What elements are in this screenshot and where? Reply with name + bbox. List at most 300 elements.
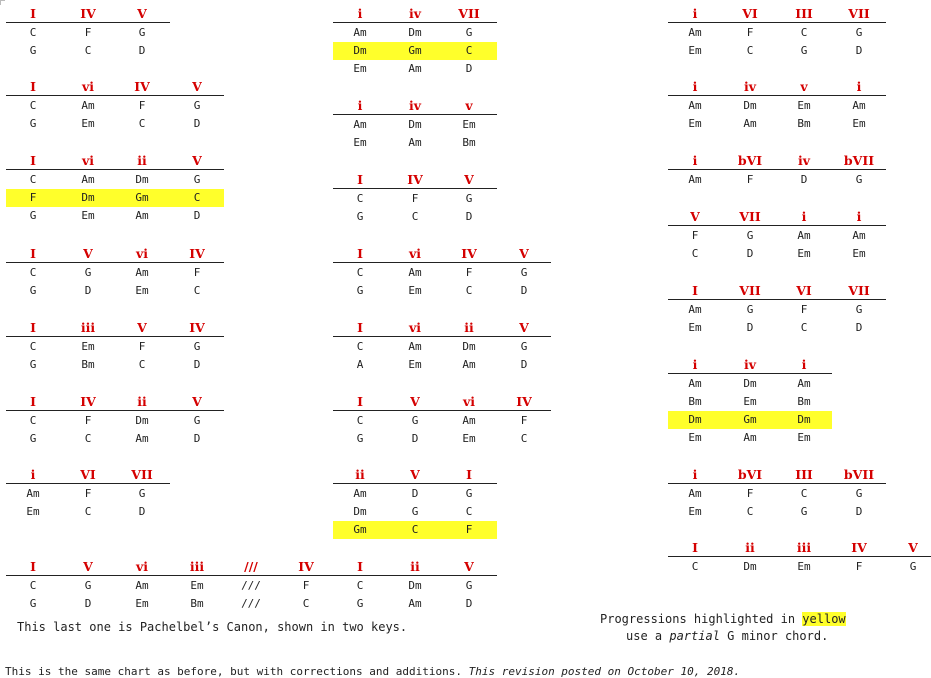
roman-numeral-header: I: [466, 467, 472, 482]
roman-numeral-header: VII: [131, 467, 153, 482]
chord-cell: Bm: [797, 395, 811, 408]
roman-numeral-header: bVI: [737, 467, 763, 482]
chord-cell: F: [302, 579, 310, 592]
roman-numeral-header: V: [137, 320, 147, 335]
header-underline: [6, 262, 224, 263]
chord-cell: D: [84, 597, 92, 610]
chord-cell: F: [411, 192, 419, 205]
roman-numeral-header: I: [692, 540, 698, 555]
header-underline: [333, 188, 497, 189]
roman-numeral-header: iv: [408, 6, 421, 21]
chord-cell: D: [855, 505, 863, 518]
header-underline: [668, 299, 886, 300]
roman-numeral-header: bVII: [843, 153, 875, 168]
chord-cell: C: [746, 505, 754, 518]
chord-cell: G: [29, 117, 37, 130]
roman-numeral-header: IV: [80, 6, 96, 21]
roman-numeral-header: V: [83, 246, 93, 261]
roman-numeral-header: i: [692, 79, 698, 94]
roman-numeral-header: VI: [796, 283, 812, 298]
chord-cell: Dm: [743, 377, 757, 390]
roman-numeral-header: v: [800, 79, 808, 94]
chord-cell: Em: [81, 209, 95, 222]
chord-cell: F: [691, 229, 699, 242]
footer-revision-date: This revision posted on October 10, 2018.: [468, 665, 741, 678]
chord-cell: Am: [408, 340, 422, 353]
chord-cell: G: [356, 597, 364, 610]
roman-numeral-header: VII: [848, 6, 870, 21]
chord-cell: G: [138, 26, 146, 39]
roman-numeral-header: V: [410, 394, 420, 409]
highlight-note-text-b: use a: [626, 629, 670, 643]
roman-numeral-header: i: [692, 6, 698, 21]
chord-cell: C: [691, 247, 699, 260]
roman-numeral-header: I: [357, 559, 363, 574]
chord-cell: Am: [408, 136, 422, 149]
header-underline: [333, 336, 551, 337]
roman-numeral-header: i: [692, 153, 698, 168]
chord-cell: Gm: [408, 44, 422, 57]
roman-numeral-header: VII: [458, 6, 480, 21]
chord-cell: G: [520, 340, 528, 353]
roman-numeral-header: vi: [81, 153, 94, 168]
chord-cell: F: [465, 266, 473, 279]
roman-numeral-header: I: [30, 79, 36, 94]
roman-numeral-header: I: [30, 6, 36, 21]
chord-cell: Bm: [797, 117, 811, 130]
chord-cell: D: [746, 321, 754, 334]
chord-cell: Em: [408, 358, 422, 371]
header-underline: [668, 169, 886, 170]
chord-cell: F: [746, 173, 754, 186]
chord-cell: D: [193, 117, 201, 130]
pachelbel-note-text: This last one is Pachelbel’s Canon, shown in two keys.: [17, 620, 408, 634]
roman-numeral-header: bVII: [843, 467, 875, 482]
pachelbel-note: [17, 620, 407, 634]
header-underline: [333, 262, 551, 263]
chord-cell: Gm: [743, 413, 757, 426]
roman-numeral-header: iii: [80, 320, 96, 335]
chord-cell: Am: [688, 99, 702, 112]
chord-cell: Am: [688, 173, 702, 186]
chord-cell: C: [84, 505, 92, 518]
chord-cell: G: [29, 209, 37, 222]
roman-numeral-header: I: [357, 320, 363, 335]
roman-numeral-header: IV: [407, 172, 423, 187]
roman-numeral-header: V: [192, 153, 202, 168]
roman-numeral-header: VII: [848, 283, 870, 298]
chord-cell: Dm: [408, 118, 422, 131]
chord-cell: Em: [81, 340, 95, 353]
chord-cell: Em: [688, 117, 702, 130]
chord-cell: F: [138, 340, 146, 353]
roman-numeral-header: i: [856, 209, 862, 224]
header-underline: [6, 169, 224, 170]
chord-cell: G: [465, 192, 473, 205]
chord-cell: Em: [743, 395, 757, 408]
chord-cell: G: [356, 284, 364, 297]
highlight-note-yellow-word: yellow: [802, 612, 846, 626]
chord-cell: C: [193, 191, 201, 204]
chord-cell: Dm: [408, 26, 422, 39]
chord-cell: D: [800, 173, 808, 186]
roman-numeral-header: i: [801, 209, 807, 224]
chord-cell: Am: [688, 487, 702, 500]
chord-cell: Am: [852, 229, 866, 242]
roman-numeral-header: v: [465, 98, 473, 113]
chord-cell: Dm: [462, 340, 476, 353]
chord-cell: Em: [688, 321, 702, 334]
roman-numeral-header: iv: [743, 357, 756, 372]
chord-cell: F: [84, 414, 92, 427]
window-corner-mark: [0, 0, 5, 5]
header-underline: [668, 556, 931, 557]
header-underline: [668, 483, 886, 484]
roman-numeral-header: i: [357, 98, 363, 113]
chord-cell: G: [193, 414, 201, 427]
chord-cell: G: [84, 579, 92, 592]
chord-cell: C: [193, 284, 201, 297]
chord-cell: C: [138, 117, 146, 130]
roman-numeral-header: vi: [81, 79, 94, 94]
chord-cell: G: [520, 266, 528, 279]
roman-numeral-header: ii: [745, 540, 755, 555]
chord-cell: Em: [190, 579, 204, 592]
chord-cell: D: [411, 487, 419, 500]
roman-numeral-header: i: [692, 357, 698, 372]
chord-cell: C: [29, 99, 37, 112]
chord-cell: Em: [408, 284, 422, 297]
chord-cell: G: [800, 44, 808, 57]
roman-numeral-header: III: [795, 6, 813, 21]
roman-numeral-header: ii: [137, 153, 147, 168]
chord-cell: Am: [743, 117, 757, 130]
chord-cell: G: [746, 229, 754, 242]
chord-cell: Bm: [190, 597, 204, 610]
highlight-note-text-a: Progressions highlighted in: [600, 612, 803, 626]
chord-cell: Em: [797, 431, 811, 444]
roman-numeral-header: V: [519, 320, 529, 335]
header-underline: [668, 22, 886, 23]
chord-cell: Am: [797, 229, 811, 242]
chord-cell: D: [520, 358, 528, 371]
chord-cell: Am: [462, 414, 476, 427]
chord-cell: Dm: [797, 413, 811, 426]
chord-cell: C: [29, 266, 37, 279]
roman-numeral-header: I: [357, 172, 363, 187]
chord-cell: G: [29, 44, 37, 57]
chord-cell: Dm: [81, 191, 95, 204]
roman-numeral-header: VI: [742, 6, 758, 21]
chord-cell: F: [465, 523, 473, 536]
chord-cell: G: [855, 303, 863, 316]
roman-numeral-header: IV: [516, 394, 532, 409]
chord-cell: Dm: [743, 99, 757, 112]
chord-cell: G: [29, 358, 37, 371]
roman-numeral-header: ii: [137, 394, 147, 409]
chord-cell: C: [356, 266, 364, 279]
roman-numeral-header: vi: [408, 320, 421, 335]
roman-numeral-header: I: [30, 320, 36, 335]
roman-numeral-header: i: [30, 467, 36, 482]
chord-cell: Am: [408, 266, 422, 279]
chord-cell: C: [84, 44, 92, 57]
roman-numeral-header: V: [192, 79, 202, 94]
chord-cell: Am: [408, 597, 422, 610]
chord-cell: C: [691, 560, 699, 573]
chord-cell: Dm: [408, 579, 422, 592]
chord-cell: Am: [81, 99, 95, 112]
highlight-note-line1: [600, 612, 846, 626]
chord-cell: D: [520, 284, 528, 297]
chord-cell: D: [138, 505, 146, 518]
roman-numeral-header: IV: [134, 79, 150, 94]
roman-numeral-header: IV: [461, 246, 477, 261]
roman-numeral-header: I: [357, 394, 363, 409]
chord-cell: C: [800, 321, 808, 334]
chord-cell: Dm: [135, 173, 149, 186]
header-underline: [668, 373, 832, 374]
chord-cell: G: [855, 173, 863, 186]
chord-cell: Am: [353, 118, 367, 131]
footer-note-text: This is the same chart as before, but with corrections and additions.: [5, 665, 469, 678]
chord-cell: Em: [462, 432, 476, 445]
chord-cell: Gm: [353, 523, 367, 536]
chord-cell: Am: [135, 579, 149, 592]
chord-cell: Dm: [353, 505, 367, 518]
roman-numeral-header: iv: [743, 79, 756, 94]
roman-numeral-header: V: [137, 6, 147, 21]
highlight-note-line2: [626, 629, 828, 643]
chord-cell: A: [356, 358, 364, 371]
roman-numeral-header: V: [83, 559, 93, 574]
chord-cell: G: [356, 210, 364, 223]
chord-cell: G: [29, 284, 37, 297]
chord-cell: Em: [81, 117, 95, 130]
chord-cell: Em: [688, 505, 702, 518]
chord-cell: F: [800, 303, 808, 316]
chord-cell: D: [855, 44, 863, 57]
roman-numeral-header: iii: [796, 540, 812, 555]
chord-cell: D: [193, 432, 201, 445]
chord-cell: Em: [26, 505, 40, 518]
chord-cell: F: [746, 26, 754, 39]
roman-numeral-header: V: [690, 209, 700, 224]
chord-cell: C: [29, 173, 37, 186]
chord-cell: C: [356, 340, 364, 353]
chord-cell: D: [465, 597, 473, 610]
header-underline: [6, 22, 170, 23]
roman-numeral-header: IV: [298, 559, 314, 574]
roman-numeral-header: I: [30, 559, 36, 574]
chord-cell: Em: [353, 62, 367, 75]
chord-cell: D: [746, 247, 754, 260]
chord-cell: G: [193, 340, 201, 353]
chord-cell: D: [411, 432, 419, 445]
roman-numeral-header: VI: [80, 467, 96, 482]
roman-numeral-header: vi: [135, 559, 148, 574]
roman-numeral-header: iii: [189, 559, 205, 574]
chord-cell: Am: [135, 432, 149, 445]
chord-cell: Am: [743, 431, 757, 444]
chord-cell: C: [302, 597, 310, 610]
roman-numeral-header: V: [464, 172, 474, 187]
roman-numeral-header: vi: [408, 246, 421, 261]
roman-numeral-header: V: [519, 246, 529, 261]
chord-cell: Em: [797, 99, 811, 112]
chord-cell: Am: [353, 487, 367, 500]
chord-cell: C: [29, 340, 37, 353]
chord-cell: Em: [462, 118, 476, 131]
chord-cell: G: [909, 560, 917, 573]
chord-cell: F: [84, 487, 92, 500]
chord-cell: Am: [81, 173, 95, 186]
chord-cell: Em: [852, 247, 866, 260]
roman-numeral-header: IV: [80, 394, 96, 409]
chord-cell: F: [520, 414, 528, 427]
chord-cell: Am: [26, 487, 40, 500]
roman-numeral-header: V: [908, 540, 918, 555]
roman-numeral-header: ///: [244, 559, 258, 574]
chord-cell: F: [746, 487, 754, 500]
chord-cell: C: [465, 44, 473, 57]
chord-cell: Em: [797, 560, 811, 573]
chord-cell: C: [465, 505, 473, 518]
chord-cell: C: [84, 432, 92, 445]
chord-cell: D: [193, 209, 201, 222]
chord-cell: D: [84, 284, 92, 297]
chord-cell: ///: [241, 579, 261, 592]
chord-cell: G: [746, 303, 754, 316]
chord-cell: G: [855, 487, 863, 500]
chord-cell: Am: [462, 358, 476, 371]
chord-cell: Bm: [81, 358, 95, 371]
chord-cell: Em: [688, 431, 702, 444]
chord-cell: G: [855, 26, 863, 39]
chord-cell: G: [193, 99, 201, 112]
chord-cell: G: [465, 26, 473, 39]
header-underline: [333, 22, 497, 23]
chord-cell: C: [411, 210, 419, 223]
roman-numeral-header: bVI: [737, 153, 763, 168]
roman-numeral-header: i: [801, 357, 807, 372]
chord-cell: ///: [241, 597, 261, 610]
chord-cell: G: [193, 173, 201, 186]
chord-cell: Dm: [743, 560, 757, 573]
chord-cell: G: [411, 414, 419, 427]
chord-cell: Em: [852, 117, 866, 130]
chord-cell: D: [465, 210, 473, 223]
chord-cell: Am: [135, 266, 149, 279]
chord-cell: Am: [408, 62, 422, 75]
roman-numeral-header: IV: [851, 540, 867, 555]
header-underline: [668, 225, 886, 226]
chord-cell: C: [520, 432, 528, 445]
chord-cell: Em: [135, 597, 149, 610]
chord-cell: G: [29, 432, 37, 445]
chord-cell: D: [138, 44, 146, 57]
header-underline: [333, 483, 497, 484]
roman-numeral-header: iv: [797, 153, 810, 168]
chord-cell: Am: [688, 303, 702, 316]
chord-cell: G: [411, 505, 419, 518]
chord-cell: C: [411, 523, 419, 536]
chord-cell: C: [746, 44, 754, 57]
chord-cell: C: [29, 414, 37, 427]
chord-cell: F: [84, 26, 92, 39]
footer-note: [5, 665, 740, 678]
chord-cell: C: [356, 579, 364, 592]
chord-cell: C: [356, 192, 364, 205]
roman-numeral-header: I: [30, 394, 36, 409]
roman-numeral-header: V: [410, 467, 420, 482]
roman-numeral-header: i: [692, 467, 698, 482]
chord-cell: C: [29, 579, 37, 592]
chord-cell: F: [138, 99, 146, 112]
chord-cell: Am: [135, 209, 149, 222]
chord-cell: G: [29, 597, 37, 610]
chord-cell: G: [84, 266, 92, 279]
roman-numeral-header: VII: [739, 283, 761, 298]
chord-cell: Am: [797, 377, 811, 390]
chord-cell: G: [465, 579, 473, 592]
chord-cell: F: [29, 191, 37, 204]
chord-cell: Dm: [353, 44, 367, 57]
roman-numeral-header: VII: [739, 209, 761, 224]
chord-cell: Am: [688, 377, 702, 390]
header-underline: [6, 410, 224, 411]
chord-cell: G: [356, 432, 364, 445]
header-underline: [668, 95, 886, 96]
chord-cell: Em: [353, 136, 367, 149]
chord-cell: C: [138, 358, 146, 371]
chord-cell: Am: [353, 26, 367, 39]
roman-numeral-header: ii: [410, 559, 420, 574]
roman-numeral-header: V: [464, 559, 474, 574]
chord-cell: Dm: [688, 413, 702, 426]
chord-cell: G: [465, 487, 473, 500]
chord-cell: F: [855, 560, 863, 573]
roman-numeral-header: i: [856, 79, 862, 94]
roman-numeral-header: i: [357, 6, 363, 21]
roman-numeral-header: vi: [135, 246, 148, 261]
header-underline: [6, 575, 497, 576]
chord-cell: Em: [135, 284, 149, 297]
roman-numeral-header: V: [192, 394, 202, 409]
chord-cell: D: [193, 358, 201, 371]
roman-numeral-header: ii: [464, 320, 474, 335]
chord-cell: C: [800, 487, 808, 500]
chord-cell: Em: [688, 44, 702, 57]
roman-numeral-header: I: [30, 153, 36, 168]
header-underline: [6, 95, 224, 96]
roman-numeral-header: ii: [355, 467, 365, 482]
header-underline: [6, 483, 170, 484]
chord-cell: C: [800, 26, 808, 39]
roman-numeral-header: IV: [189, 246, 205, 261]
chord-cell: D: [855, 321, 863, 334]
chord-cell: Bm: [462, 136, 476, 149]
chord-cell: G: [138, 487, 146, 500]
roman-numeral-header: vi: [462, 394, 475, 409]
chord-cell: Am: [688, 26, 702, 39]
header-underline: [333, 114, 497, 115]
chord-cell: C: [356, 414, 364, 427]
header-underline: [333, 410, 551, 411]
roman-numeral-header: IV: [189, 320, 205, 335]
chord-cell: Bm: [688, 395, 702, 408]
chord-cell: F: [193, 266, 201, 279]
